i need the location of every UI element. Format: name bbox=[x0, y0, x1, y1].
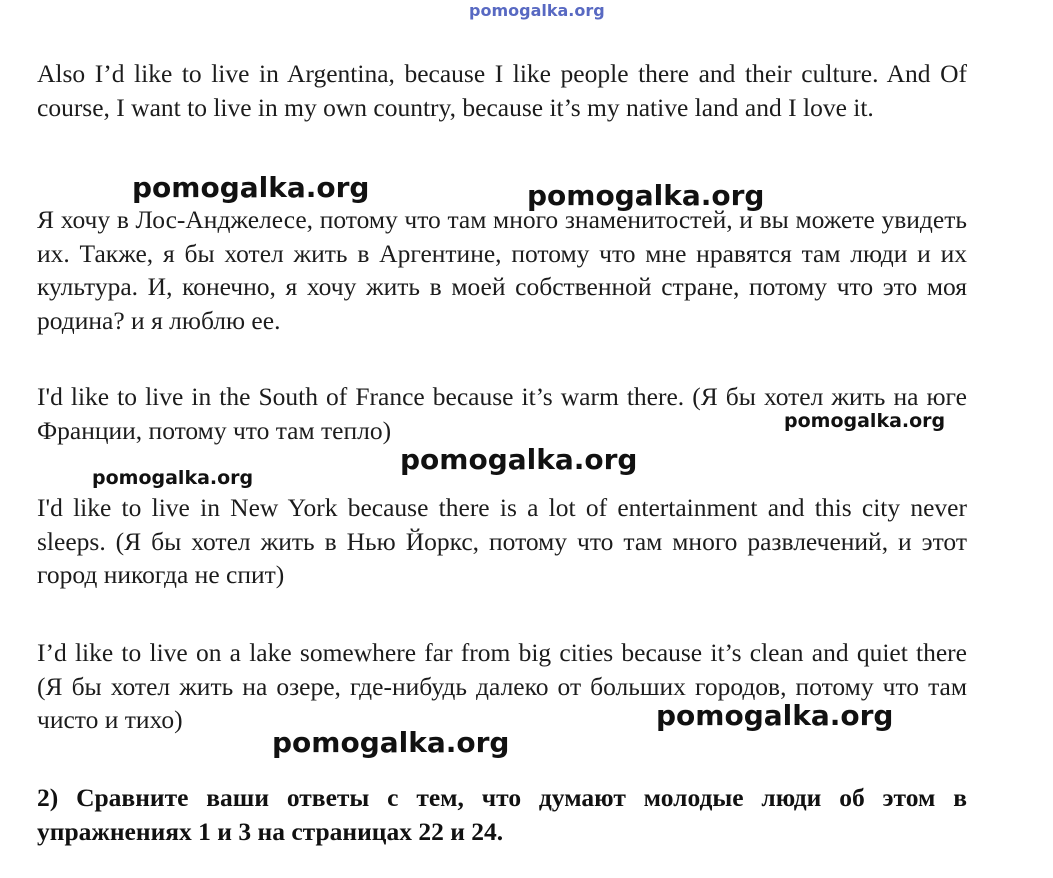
paragraph-argentina: Also I’d like to live in Argentina, because I like people there and their culture. And Of course, I want to live in my own country, because it’s my native land and I love it. bbox=[37, 59, 967, 122]
watermark-5: pomogalka.org bbox=[92, 467, 254, 489]
task-instruction: 2) Сравните ваши ответы с тем, что думают молодые люди об этом в упражнениях 1 и 3 на страницах 22 и 24. bbox=[37, 783, 967, 846]
paragraph-new-york: I'd like to live in New York because there is a lot of entertainment and this city never sleeps. (Я бы хотел жить в Нью Йоркс, потому что там много развлечений, и этот город никогда не спит) bbox=[37, 493, 967, 589]
watermark-6: pomogalka.org bbox=[656, 699, 894, 732]
watermark-3: pomogalka.org bbox=[784, 410, 946, 432]
paragraph-lake: I’d like to live on a lake somewhere far from big cities because it’s clean and quiet there (Я бы хотел жить на озере, где-нибудь далеко от больших городов, потому что там чисто и тихо) bbox=[37, 638, 967, 734]
paragraph-south-of-france: I'd like to live in the South of France because it’s warm there. (Я бы хотел жить на юге Франции, потому что там тепло) bbox=[37, 382, 967, 445]
watermark-4: pomogalka.org bbox=[400, 443, 638, 476]
watermark-2: pomogalka.org bbox=[527, 179, 765, 212]
watermark-7: pomogalka.org bbox=[272, 726, 510, 759]
watermark-top: pomogalka.org bbox=[469, 1, 605, 20]
watermark-1: pomogalka.org bbox=[132, 171, 370, 204]
paragraph-russian-translation: Я хочу в Лос-Анджелесе, потому что там много знаменитостей, и вы можете увидеть их. Также, я бы хотел жить в Аргентине, потому что мне нравятся там люди и их культура. И, конечно, я хочу жить в моей собственной стране, потому что это моя родина? и я люблю ее. bbox=[37, 205, 967, 335]
